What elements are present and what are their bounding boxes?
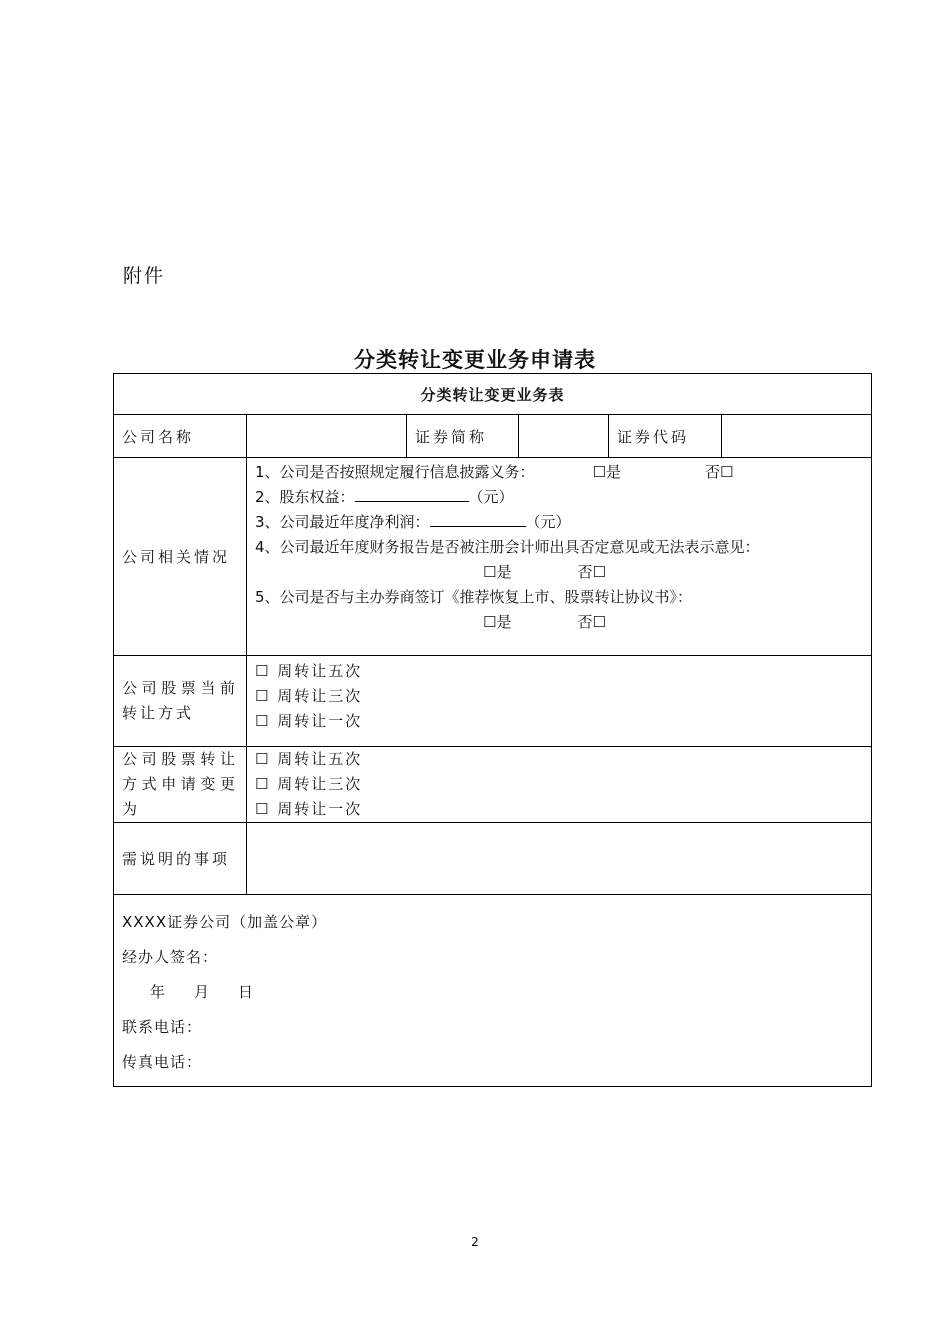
company-situation-content — [247, 458, 872, 656]
item-5-no-checkbox[interactable]: 否☐ — [577, 613, 606, 631]
change-method-label: 公司股票转让方式申请变更为 — [114, 747, 247, 823]
item-1-no-checkbox[interactable]: 否☐ — [705, 463, 734, 481]
security-abbr-field[interactable] — [519, 415, 609, 458]
item-5-yes-checkbox[interactable]: ☐是 — [483, 613, 512, 631]
item-1-yes-checkbox[interactable]: ☐是 — [592, 463, 621, 481]
page-number: 2 — [471, 1235, 479, 1249]
current-option-one[interactable]: ☐ 周转让一次 — [255, 712, 363, 730]
handler-sign-line: 经办人签名： — [122, 948, 219, 966]
item-5: 5、公司是否与主办券商签订《推荐恢复上市、股票转让协议书》： — [255, 588, 693, 606]
item-4-yes-checkbox[interactable]: ☐是 — [483, 563, 512, 581]
item-3 — [255, 510, 863, 535]
company-seal-line: XXXX证券公司（加盖公章） — [122, 913, 328, 931]
date-year: 年 — [150, 983, 167, 1001]
company-name-label: 公司名称 — [114, 415, 247, 458]
item-4: 4、公司最近年度财务报告是否被注册会计师出具否定意见或无法表示意见： — [255, 538, 760, 556]
fax-line: 传真电话： — [122, 1053, 203, 1071]
phone-line: 联系电话： — [122, 1018, 203, 1036]
current-option-three[interactable]: ☐ 周转让三次 — [255, 687, 363, 705]
item-4-no-checkbox[interactable]: 否☐ — [577, 563, 606, 581]
notes-label: 需说明的事项 — [114, 823, 247, 895]
item-3-text: 3、公司最近年度净利润： — [255, 513, 430, 531]
current-method-label: 公司股票当前转让方式 — [114, 656, 247, 747]
date-month: 月 — [194, 983, 211, 1001]
company-name-field[interactable] — [247, 415, 407, 458]
current-method-options — [247, 656, 872, 747]
change-method-options — [247, 747, 872, 823]
security-code-label: 证券代码 — [609, 415, 722, 458]
item-2-text: 2、股东权益： — [255, 488, 355, 506]
signature-section — [114, 895, 872, 1087]
document-title: 分类转让变更业务申请表 — [354, 348, 596, 372]
net-profit-blank[interactable] — [430, 512, 526, 527]
company-situation-label: 公司相关情况 — [114, 458, 247, 656]
item-1 — [255, 460, 863, 485]
change-option-one[interactable]: ☐ 周转让一次 — [255, 800, 363, 818]
item-2-unit: （元） — [468, 488, 514, 506]
item-5-options — [255, 610, 863, 635]
notes-field[interactable] — [247, 823, 872, 895]
security-abbr-label: 证券简称 — [407, 415, 519, 458]
date-day: 日 — [238, 983, 255, 1001]
security-code-field[interactable] — [722, 415, 872, 458]
item-3-unit: （元） — [525, 513, 571, 531]
date-line — [122, 981, 863, 1016]
table-header: 分类转让变更业务表 — [114, 374, 872, 415]
item-4-options — [255, 560, 863, 585]
item-2 — [255, 485, 863, 510]
change-option-three[interactable]: ☐ 周转让三次 — [255, 775, 363, 793]
change-option-five[interactable]: ☐ 周转让五次 — [255, 750, 363, 768]
application-form-table — [113, 373, 872, 1087]
current-option-five[interactable]: ☐ 周转让五次 — [255, 662, 363, 680]
equity-blank[interactable] — [355, 487, 469, 502]
item-1-text: 1、公司是否按照规定履行信息披露义务： — [255, 463, 535, 481]
attachment-label: 附件 — [123, 265, 166, 287]
